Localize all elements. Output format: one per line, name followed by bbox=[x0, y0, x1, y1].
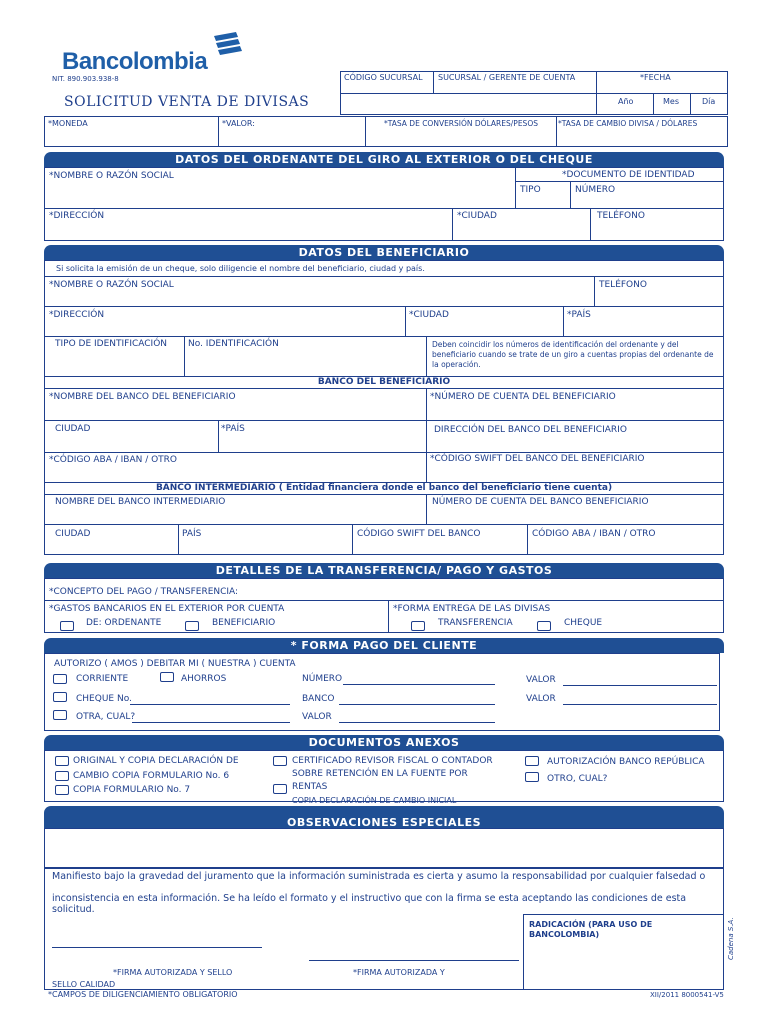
concepto-field[interactable]: *CONCEPTO DEL PAGO / TRANSFERENCIA: bbox=[49, 587, 239, 597]
banco-ciudad-field[interactable]: CIUDAD bbox=[55, 424, 91, 434]
anexo-form7-checkbox[interactable] bbox=[55, 785, 69, 795]
nit-text: NIT. 890.903.938-8 bbox=[52, 75, 119, 83]
ordenante-direccion-field[interactable]: *DIRECCIÓN bbox=[49, 211, 105, 221]
gastos-label: *GASTOS BANCARIOS EN EL EXTERIOR POR CUENTA bbox=[49, 604, 285, 614]
transferencia-checkbox[interactable] bbox=[411, 621, 425, 631]
intermediario-nombre-field[interactable]: NOMBRE DEL BANCO INTERMEDIARIO bbox=[55, 497, 226, 507]
beneficiario-direccion-field[interactable]: *DIRECCIÓN bbox=[49, 310, 105, 320]
anexo-item9-label: OTRO, CUAL? bbox=[547, 774, 608, 784]
banco-label: BANCO bbox=[302, 694, 335, 704]
intermediario-cuenta-field[interactable]: NÚMERO DE CUENTA DEL BANCO BENEFICIARIO bbox=[432, 497, 649, 507]
codigo-sucursal-field[interactable] bbox=[341, 94, 432, 114]
observaciones-section-header bbox=[44, 806, 724, 828]
intermediario-swift-field[interactable]: CÓDIGO SWIFT DEL BANCO bbox=[357, 529, 481, 539]
mes-label: Mes bbox=[663, 97, 679, 106]
anexos-section-header: DOCUMENTOS ANEXOS bbox=[44, 735, 724, 750]
bancolombia-logo: Bancolombia bbox=[62, 48, 208, 75]
anexo-item6-label: RENTAS bbox=[292, 782, 328, 792]
anexo-item5-label: SOBRE RETENCIÓN EN LA FUENTE POR bbox=[292, 769, 468, 779]
banco-field[interactable] bbox=[339, 704, 495, 705]
transferencia-section-header: DETALLES DE LA TRANSFERENCIA/ PAGO Y GASTOS bbox=[44, 563, 724, 578]
de-ordenante-label: DE: ORDENANTE bbox=[86, 618, 162, 628]
banco-beneficiario-title: BANCO DEL BENEFICIARIO bbox=[317, 377, 451, 387]
observaciones-field[interactable] bbox=[44, 828, 724, 868]
banco-intermediario-title: BANCO INTERMEDIARIO ( Entidad financiera donde el banco del beneficiario tiene cuenta) bbox=[155, 483, 613, 493]
ordenante-documento-label: *DOCUMENTO DE IDENTIDAD bbox=[562, 170, 695, 180]
banco-direccion-field[interactable]: DIRECCIÓN DEL BANCO DEL BENEFICIARIO bbox=[434, 425, 627, 435]
forma-entrega-label: *FORMA ENTREGA DE LAS DIVISAS bbox=[393, 604, 551, 614]
intermediario-pais-field[interactable]: PAÍS bbox=[182, 529, 202, 539]
tasa-conversion-field[interactable]: *TASA DE CONVERSIÓN DÓLARES/PESOS bbox=[384, 119, 538, 128]
transferencia-option-label: TRANSFERENCIA bbox=[438, 618, 513, 628]
obligatorio-note: *CAMPOS DE DILIGENCIAMIENTO OBLIGATORIO bbox=[48, 990, 238, 999]
beneficiario-telefono-field[interactable]: TELÉFONO bbox=[599, 280, 647, 290]
anexo-item2-label: CAMBIO COPIA FORMULARIO No. 6 bbox=[73, 771, 230, 781]
valor-label-3: VALOR bbox=[526, 694, 556, 704]
beneficiario-tipo-id-field[interactable]: TIPO DE IDENTIFICACIÓN bbox=[55, 339, 168, 349]
dia-label: Día bbox=[702, 97, 716, 106]
impresor-text: Cadena S.A. bbox=[727, 917, 735, 960]
beneficiario-nota: Si solicita la emisión de un cheque, solo diligencie el nombre del beneficiario, ciudad y país. bbox=[56, 264, 425, 273]
beneficiario-ciudad-field[interactable]: *CIUDAD bbox=[409, 310, 449, 320]
codigo-sucursal-label: CÓDIGO SUCURSAL bbox=[344, 73, 423, 82]
beneficiario-section-header: DATOS DEL BENEFICIARIO bbox=[44, 245, 724, 260]
banco-cuenta-field[interactable]: *NÚMERO DE CUENTA DEL BENEFICIARIO bbox=[430, 392, 616, 402]
beneficiario-aviso: Deben coincidir los números de identificación del ordenante y del beneficiario cuando se trate de un giro a cuentas propias del ordenante de la operación. bbox=[432, 340, 714, 369]
valor-field-1[interactable] bbox=[339, 722, 495, 723]
anexo-otro-checkbox[interactable] bbox=[525, 772, 539, 782]
sucursal-gerente-field[interactable] bbox=[434, 94, 595, 114]
cheque-no-label: CHEQUE No. bbox=[76, 694, 132, 704]
firma1-label: *FIRMA AUTORIZADA Y SELLO bbox=[113, 968, 233, 977]
banco-swift-field[interactable]: *CÓDIGO SWIFT DEL BANCO DEL BENEFICIARIO bbox=[430, 454, 645, 464]
valor-field-3[interactable] bbox=[563, 704, 717, 705]
corriente-label: CORRIENTE bbox=[76, 674, 129, 684]
bancolombia-logo-icon bbox=[210, 30, 244, 58]
radicacion-label: RADICACIÓN (PARA USO DE BANCOLOMBIA) bbox=[529, 920, 653, 939]
anexo-item1-label: ORIGINAL Y COPIA DECLARACIÓN DE bbox=[73, 756, 239, 766]
beneficiario-nombre-field[interactable]: *NOMBRE O RAZÓN SOCIAL bbox=[49, 280, 174, 290]
anexo-item7-label: COPIA DECLARACIÓN DE CAMBIO INICIAL bbox=[292, 796, 457, 805]
anexo-autorizacion-checkbox[interactable] bbox=[525, 756, 539, 766]
numero-label: NÚMERO bbox=[302, 674, 343, 684]
valor-label-2: VALOR bbox=[526, 675, 556, 685]
ordenante-section-header: DATOS DEL ORDENANTE DEL GIRO AL EXTERIOR O DEL CHEQUE bbox=[44, 152, 724, 167]
declaracion-line1: Manifiesto bajo la gravedad del juramento que la información suministrada es cierta y asumo la responsabilidad por cualquier falsedad o bbox=[52, 871, 706, 882]
anexo-copia-inicial-checkbox[interactable] bbox=[273, 784, 287, 794]
form-code: XII/2011 8000541-V5 bbox=[650, 991, 724, 999]
beneficiario-gastos-label: BENEFICIARIO bbox=[212, 618, 276, 628]
observaciones-title: OBSERVACIONES ESPECIALES bbox=[286, 816, 482, 828]
cheque-option-label: CHEQUE bbox=[564, 618, 603, 628]
valor-label-1: VALOR bbox=[302, 712, 332, 722]
beneficiario-checkbox[interactable] bbox=[185, 621, 199, 631]
radicacion-field[interactable] bbox=[524, 945, 723, 989]
anexo-item8-label: AUTORIZACIÓN BANCO REPÚBLICA bbox=[547, 757, 705, 767]
firma2-label: *FIRMA AUTORIZADA Y bbox=[353, 968, 445, 977]
anexo-item3-label: COPIA FORMULARIO No. 7 bbox=[73, 785, 191, 795]
valor-field-2[interactable] bbox=[563, 685, 717, 686]
moneda-field[interactable]: *MONEDA bbox=[48, 119, 88, 128]
banco-pais-field[interactable]: *PAÍS bbox=[221, 424, 245, 434]
ordenante-tipo-field[interactable]: TIPO bbox=[520, 185, 541, 195]
declaracion-line2: inconsistencia en esta información. Se ha leído el formato y el instructivo que con la firma se esta aceptando las condiciones de esta solicitud. bbox=[52, 893, 687, 915]
cheque-no-checkbox[interactable] bbox=[53, 692, 67, 702]
de-ordenante-checkbox[interactable] bbox=[60, 621, 74, 631]
fecha-label: *FECHA bbox=[640, 73, 671, 82]
firma1-line[interactable] bbox=[52, 947, 262, 948]
ahorros-label: AHORROS bbox=[181, 674, 227, 684]
beneficiario-section bbox=[44, 260, 724, 555]
otra-label: OTRA, CUAL? bbox=[76, 712, 136, 722]
forma-pago-section-header: * FORMA PAGO DEL CLIENTE bbox=[44, 638, 724, 653]
ahorros-checkbox[interactable] bbox=[160, 672, 174, 682]
banco-aba-field[interactable]: *CÓDIGO ABA / IBAN / OTRO bbox=[49, 455, 178, 465]
sucursal-gerente-label: SUCURSAL / GERENTE DE CUENTA bbox=[438, 73, 576, 82]
ordenante-telefono-field[interactable]: TELÉFONO bbox=[597, 211, 645, 221]
beneficiario-pais-field[interactable]: *PAÍS bbox=[567, 310, 591, 320]
otra-checkbox[interactable] bbox=[53, 710, 67, 720]
anexo-certificado-checkbox[interactable] bbox=[273, 756, 287, 766]
firma2-line[interactable] bbox=[309, 960, 519, 961]
beneficiario-no-id-field[interactable]: No. IDENTIFICACIÓN bbox=[188, 339, 279, 349]
anexo-item4-label: CERTIFICADO REVISOR FISCAL O CONTADOR bbox=[292, 756, 493, 766]
cheque-checkbox[interactable] bbox=[537, 621, 551, 631]
intermediario-aba-field[interactable]: CÓDIGO ABA / IBAN / OTRO bbox=[532, 529, 656, 539]
ordenante-nombre-field[interactable]: *NOMBRE O RAZÓN SOCIAL bbox=[49, 171, 174, 181]
intermediario-ciudad-field[interactable]: CIUDAD bbox=[55, 529, 91, 539]
corriente-checkbox[interactable] bbox=[53, 674, 67, 684]
tasa-cambio-field[interactable]: *TASA DE CAMBIO DIVISA / DÓLARES bbox=[558, 119, 698, 128]
valor-field[interactable]: *VALOR: bbox=[222, 119, 255, 128]
form-title: SOLICITUD VENTA DE DIVISAS bbox=[64, 94, 310, 110]
numero-field[interactable] bbox=[343, 684, 495, 685]
sello-calidad-label: SELLO CALIDAD bbox=[52, 980, 116, 989]
autorizo-label: AUTORIZO ( AMOS ) DEBITAR MI ( NUESTRA ) CUENTA bbox=[54, 659, 296, 669]
anexo-cambio-checkbox[interactable] bbox=[55, 771, 69, 781]
anio-label: Año bbox=[618, 97, 634, 106]
ordenante-numero-field[interactable]: NÚMERO bbox=[575, 185, 616, 195]
ordenante-ciudad-field[interactable]: *CIUDAD bbox=[457, 211, 497, 221]
anexo-original-checkbox[interactable] bbox=[55, 756, 69, 766]
banco-nombre-field[interactable]: *NOMBRE DEL BANCO DEL BENEFICIARIO bbox=[49, 392, 236, 402]
